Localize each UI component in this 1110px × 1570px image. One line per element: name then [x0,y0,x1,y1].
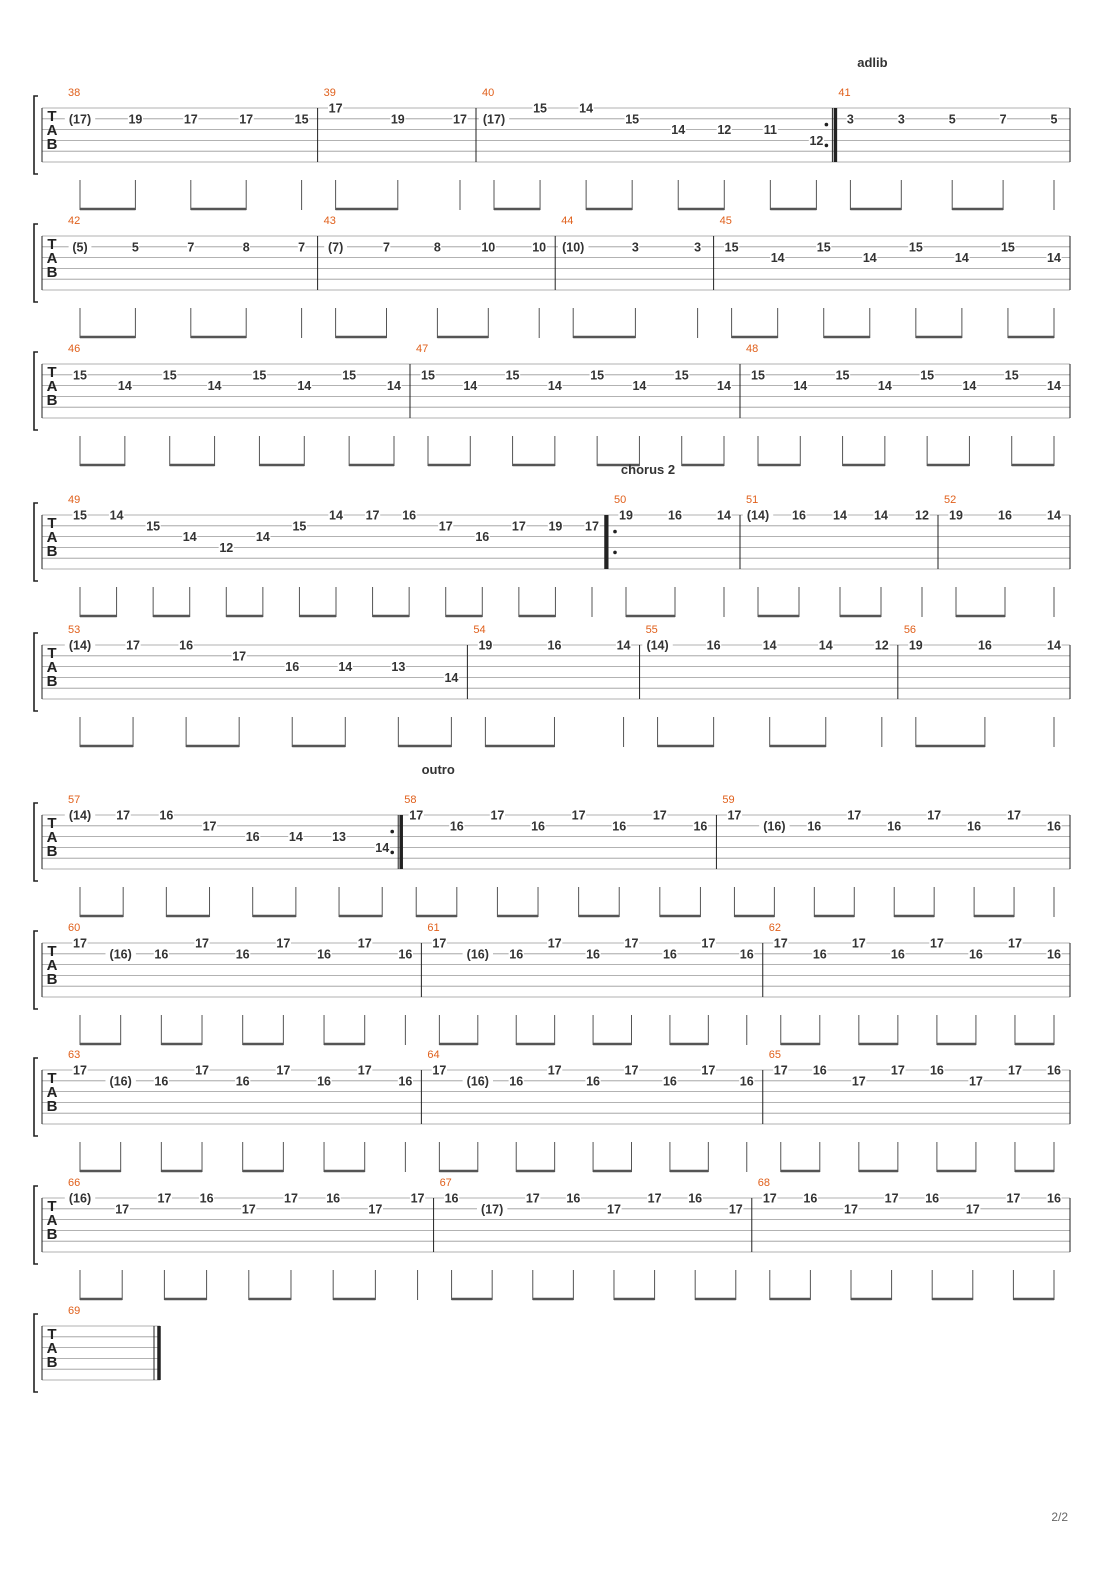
fret-number: 17 [1007,808,1022,823]
fret-number: 17 [884,1191,899,1206]
fret-number: 16 [317,947,331,962]
fret-number: 17 [126,638,141,653]
fret-number: 16 [179,638,194,653]
fret-number: 15 [162,368,177,383]
fret-number: 17 [547,1063,562,1078]
fret-number: 14 [717,379,731,394]
tab-clef-letter: B [46,392,58,409]
repeat-dot [390,830,394,834]
fret-number: 14 [833,508,847,523]
fret-number: 15 [724,240,739,255]
fret-number: 5 [948,112,956,127]
fret-number: (5) [72,240,88,255]
fret-number: 17 [239,112,254,127]
repeat-dot [613,551,617,555]
repeat-dot [825,144,829,148]
fret-number: 16 [586,947,601,962]
fret-number: 16 [688,1191,703,1206]
measure-number: 38 [68,87,81,99]
system-bracket [34,1314,38,1392]
fret-number: 15 [625,112,640,127]
fret-number: 17 [410,1191,425,1206]
fret-number: (10) [562,240,585,255]
fret-number: 17 [284,1191,298,1206]
tab-clef-letter: T [47,364,57,381]
fret-number: 17 [1008,1063,1022,1078]
fret-number: 14 [818,638,833,653]
fret-number: (16) [109,947,132,962]
fret-number: 17 [232,649,247,664]
system-bracket [34,352,38,430]
fret-number: 15 [1000,240,1015,255]
fret-number: 16 [662,1074,677,1089]
tab-clef-letter: T [47,815,57,832]
tab-clef-letter: A [46,250,58,267]
fret-number: 14 [109,508,124,523]
fret-number: 16 [706,638,721,653]
measure-number: 63 [68,1049,81,1061]
fret-number: 16 [547,638,562,653]
fret-number: 15 [835,368,850,383]
fret-number: 7 [383,240,390,255]
fret-number: 16 [402,508,417,523]
fret-number: 17 [195,1063,209,1078]
fret-number: 12 [874,638,889,653]
fret-number: 14 [444,670,459,685]
fret-number: 17 [453,112,467,127]
fret-number: 3 [631,240,639,255]
fret-number: 14 [770,251,785,266]
fret-number: 17 [438,519,453,534]
fret-number: 17 [525,1191,540,1206]
tab-clef-letter: A [46,829,58,846]
fret-number: 5 [131,240,139,255]
fret-number: 17 [365,508,380,523]
fret-number: 8 [242,240,250,255]
fret-number: 8 [433,240,441,255]
fret-number: 14 [762,638,777,653]
fret-number: 16 [398,947,413,962]
fret-number: 16 [807,819,822,834]
fret-number: 17 [357,1063,372,1078]
section-label: outro [421,762,455,777]
fret-number: 17 [511,519,526,534]
fret-number: 12 [915,508,929,523]
fret-number: 17 [115,1202,130,1217]
measure-number: 56 [903,624,917,636]
fret-number: 14 [632,379,647,394]
fret-number: 16 [612,819,627,834]
tab-clef-letter: A [46,378,58,395]
measure-number: 64 [427,1049,440,1061]
measure-number: 57 [68,794,81,806]
fret-number: 16 [235,1074,250,1089]
fret-number: 16 [475,530,490,545]
fret-number: (16) [466,1074,489,1089]
tab-clef-letter: T [47,1326,57,1343]
fret-number: 17 [195,936,209,951]
fret-number: 15 [252,368,267,383]
fret-number: 11 [763,123,777,138]
fret-number: 16 [444,1191,459,1206]
fret-number: 15 [73,508,87,523]
measure-number: 58 [404,794,417,806]
fret-number: 17 [624,1063,639,1078]
fret-number: 17 [202,819,217,834]
tab-clef-letter: B [46,971,58,988]
fret-number: 3 [694,240,702,255]
measure-number: 69 [68,1305,81,1317]
fret-number: 17 [844,1202,858,1217]
tab-clef-letter: B [46,1354,58,1371]
measure-number: 65 [768,1049,782,1061]
fret-number: 14 [387,379,401,394]
fret-number: 15 [751,368,765,383]
tab-clef-letter: A [46,122,58,139]
measure-number: 41 [838,87,851,99]
fret-number: 17 [432,936,447,951]
fret-number: (16) [109,1074,132,1089]
measure-number: 48 [746,343,759,355]
system-bracket [34,931,38,1009]
fret-number: 14 [862,251,877,266]
fret-number: 17 [1006,1191,1021,1206]
measure-number: 59 [722,794,735,806]
fret-number: 16 [739,947,754,962]
fret-number: 17 [585,519,599,534]
system-bracket [34,1058,38,1136]
fret-number: 16 [812,1063,827,1078]
fret-number: 14 [954,251,969,266]
tab-clef-letter: A [46,659,58,676]
fret-number: 16 [1047,1063,1061,1078]
fret-number: 17 [965,1202,980,1217]
fret-number: 16 [890,947,905,962]
fret-number: 17 [73,936,87,951]
fret-number: 16 [245,830,260,845]
fret-number: 14 [207,379,222,394]
fret-number: 16 [977,638,992,653]
fret-number: 14 [1047,251,1061,266]
system-bracket [34,96,38,174]
fret-number: 14 [1047,508,1061,523]
measure-number: 67 [439,1177,452,1189]
fret-number: 15 [590,368,605,383]
fret-number: 5 [1050,112,1058,127]
fret-number: 17 [607,1202,621,1217]
fret-number: 15 [908,240,923,255]
fret-number: 19 [548,519,563,534]
fret-number: 15 [146,519,161,534]
fret-number: (14) [68,638,92,653]
repeat-dot [390,851,394,855]
measure-number: 61 [427,922,440,934]
fret-number: 15 [294,112,309,127]
fret-number: (14) [646,638,669,653]
fret-number: 17 [547,936,562,951]
fret-number: 16 [739,1074,754,1089]
measure-number: 49 [68,494,81,506]
fret-number: 14 [375,840,390,855]
tab-clef-letter: T [47,943,57,960]
fret-number: 16 [509,947,524,962]
fret-number: 16 [929,1063,944,1078]
fret-number: 17 [773,1063,788,1078]
fret-number: 19 [949,508,963,523]
fret-number: 17 [157,1191,172,1206]
fret-number: 17 [728,1202,743,1217]
system-bracket [34,1186,38,1264]
fret-number: (17) [68,112,92,127]
measure-number: 62 [768,922,782,934]
tab-clef-letter: B [46,543,58,560]
measure-number: 51 [746,494,759,506]
measure-number: 54 [473,624,486,636]
fret-number: 16 [509,1074,524,1089]
fret-number: 17 [927,808,942,823]
fret-number: 12 [717,123,732,138]
fret-number: 14 [297,379,312,394]
fret-number: 10 [481,240,496,255]
fret-number: 14 [117,379,132,394]
fret-number: 16 [531,819,545,834]
fret-number: 17 [624,936,639,951]
tab-clef-letter: B [46,843,58,860]
fret-number: 17 [762,1191,777,1206]
fret-number: 14 [329,508,343,523]
fret-number: 16 [159,808,174,823]
fret-number: (17) [481,1202,504,1217]
tab-clef-letter: T [47,515,57,532]
fret-number: 17 [357,936,372,951]
fret-number: 16 [317,1074,331,1089]
measure-number: 46 [68,343,81,355]
measure-number: 52 [944,494,957,506]
fret-number: 16 [925,1191,940,1206]
section-label: chorus 2 [620,462,676,477]
fret-number: 14 [288,830,303,845]
measure-number: 68 [757,1177,771,1189]
fret-number: 19 [390,112,405,127]
fret-number: 15 [505,368,520,383]
measure-number: 50 [614,494,627,506]
fret-number: 15 [674,368,689,383]
system-bracket [34,803,38,881]
fret-number: 15 [1004,368,1019,383]
fret-number: 16 [967,819,982,834]
fret-number: 16 [1047,1191,1061,1206]
measure-number: 45 [719,215,732,227]
measure-number: 55 [645,624,658,636]
fret-number: 16 [449,819,464,834]
fret-number: 14 [255,530,270,545]
fret-number: 7 [298,240,306,255]
fret-number: 14 [877,379,892,394]
fret-number: 16 [792,508,806,523]
tab-clef-letter: T [47,1198,57,1215]
fret-number: 19 [128,112,143,127]
fret-number: (16) [763,819,786,834]
measure-number: 60 [68,922,81,934]
measure-number: 43 [323,215,336,227]
fret-number: 14 [671,123,686,138]
fret-number: 16 [235,947,250,962]
fret-number: (16) [466,947,489,962]
tab-clef-letter: T [47,108,57,125]
fret-number: 17 [847,808,862,823]
fret-number: 16 [668,508,682,523]
fret-number: 16 [586,1074,601,1089]
fret-number: 17 [773,936,788,951]
fret-number: 13 [391,660,406,675]
fret-number: 17 [571,808,586,823]
fret-number: 15 [421,368,435,383]
fret-number: 16 [693,819,708,834]
measure-number: 44 [561,215,574,227]
fret-number: (16) [68,1191,92,1206]
system-bracket [34,503,38,581]
fret-number: 12 [809,133,824,148]
fret-number: 17 [241,1202,256,1217]
tab-clef-letter: A [46,957,58,974]
fret-number: 15 [292,519,307,534]
fret-number: 16 [662,947,677,962]
fret-number: 14 [579,101,594,116]
fret-number: 12 [219,540,234,555]
fret-number: 15 [73,368,87,383]
tab-clef-letter: A [46,1084,58,1101]
fret-number: 7 [999,112,1007,127]
fret-number: 19 [478,638,493,653]
fret-number: 16 [1047,947,1061,962]
fret-number: 17 [276,1063,291,1078]
tab-clef-letter: T [47,236,57,253]
fret-number: 14 [547,379,562,394]
tab-clef-letter: T [47,645,57,662]
fret-number: 17 [727,808,742,823]
fret-number: 14 [962,379,977,394]
fret-number: 17 [890,1063,905,1078]
fret-number: 17 [432,1063,447,1078]
fret-number: 14 [338,660,353,675]
tab-clef-letter: B [46,1226,58,1243]
fret-number: 17 [701,1063,716,1078]
fret-number: 17 [652,808,667,823]
fret-number: 16 [968,947,983,962]
system-bracket [34,224,38,302]
fret-number: 15 [816,240,831,255]
fret-number: 17 [968,1074,983,1089]
measure-number: 53 [68,624,81,636]
fret-number: 19 [908,638,923,653]
tab-clef-letter: B [46,264,58,281]
fret-number: 16 [887,819,902,834]
measure-number: 40 [482,87,495,99]
fret-number: (14) [746,508,770,523]
measure-number: 39 [323,87,336,99]
fret-number: 17 [276,936,291,951]
fret-number: 14 [616,638,631,653]
tab-clef-letter: B [46,673,58,690]
measure-number: 42 [68,215,81,227]
fret-number: 14 [793,379,808,394]
fret-number: 10 [532,240,547,255]
repeat-dot [825,123,829,127]
fret-number: 16 [285,660,300,675]
tab-clef-letter: A [46,1212,58,1229]
fret-number: 17 [929,936,944,951]
fret-number: (7) [327,240,344,255]
tab-clef-letter: B [46,1098,58,1115]
fret-number: 19 [619,508,633,523]
measure-number: 47 [416,343,429,355]
fret-number: 13 [332,830,346,845]
tab-clef-letter: T [47,1070,57,1087]
fret-number: 14 [1047,379,1061,394]
fret-number: 16 [154,947,169,962]
fret-number: 15 [920,368,935,383]
fret-number: 17 [368,1202,383,1217]
fret-number: 16 [199,1191,214,1206]
fret-number: 16 [998,508,1012,523]
fret-number: 17 [328,101,343,116]
fret-number: 16 [803,1191,818,1206]
fret-number: 14 [463,379,478,394]
fret-number: 17 [647,1191,662,1206]
fret-number: 17 [1008,936,1022,951]
fret-number: 17 [116,808,131,823]
fret-number: 17 [851,936,866,951]
fret-number: 16 [326,1191,341,1206]
section-label: adlib [857,55,888,70]
fret-number: (17) [482,112,506,127]
fret-number: 16 [398,1074,413,1089]
fret-number: 3 [897,112,905,127]
measure-number: 66 [68,1177,81,1189]
tab-clef-letter: B [46,136,58,153]
tab-clef-letter: A [46,1340,58,1357]
fret-number: 17 [851,1074,866,1089]
fret-number: 3 [846,112,854,127]
fret-number: 14 [874,508,888,523]
fret-number: 17 [701,936,716,951]
fret-number: (14) [68,808,92,823]
fret-number: 16 [1047,819,1061,834]
system-bracket [34,633,38,711]
fret-number: 16 [812,947,827,962]
fret-number: 17 [490,808,505,823]
tab-clef-letter: A [46,529,58,546]
fret-number: 16 [566,1191,581,1206]
fret-number: 15 [533,101,548,116]
fret-number: 14 [1047,638,1061,653]
repeat-dot [613,530,617,534]
fret-number: 15 [342,368,357,383]
fret-number: 14 [182,530,197,545]
page-number: 2/2 [1051,1510,1068,1524]
fret-number: 17 [183,112,198,127]
fret-number: 14 [717,508,731,523]
fret-number: 17 [73,1063,87,1078]
fret-number: 7 [187,240,195,255]
fret-number: 16 [154,1074,169,1089]
fret-number: 17 [409,808,424,823]
